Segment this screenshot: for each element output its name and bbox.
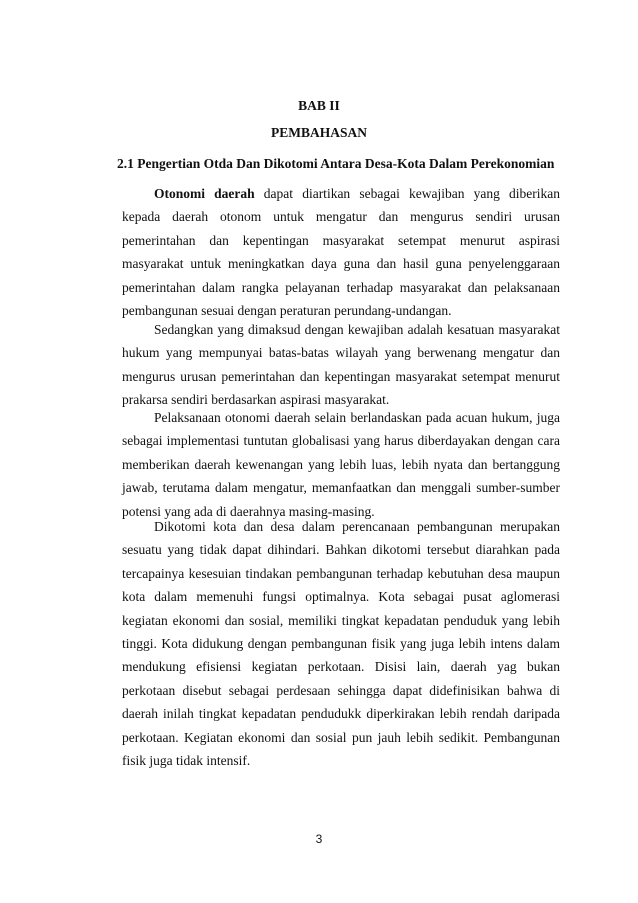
paragraph-pelaksanaan: Pelaksanaan otonomi daerah selain berlandaskan pada acuan hukum, juga sebagai implementasi tuntutan globalisasi yang harus diberdayakan dengan cara memberikan daerah kewenangan yang lebih luas, lebih nyata dan bertanggung jawab, terutama dalam mengatur, memanfaatkan dan menggali sumber-sumber potensi yang ada di daerahnya masing-masing. [122,410,560,519]
page-number: 3 [315,832,323,846]
paragraph-otonomi-daerah [122,182,560,322]
chapter-title: PEMBAHASAN [270,125,367,140]
bold-term-otonomi-daerah: Otonomi daerah [154,186,255,201]
section-heading: 2.1 Pengertian Otda Dan Dikotomi Antara Desa-Kota Dalam Perekonomian [117,156,555,171]
paragraph-kewajiban: Sedangkan yang dimaksud dengan kewajiban adalah kesatuan masyarakat hukum yang mempunyai batas-batas wilayah yang berwenang mengatur dan mengurus urusan pemerintahan dan kepentingan masyarakat setempat menurut prakarsa sendiri berdasarkan aspirasi masyarakat. [122,322,560,408]
paragraph-text: dapat diartikan sebagai kewajiban yang diberikan kepada daerah otonom untuk mengatur dan mengurus sendiri urusan pemerintahan dan kepentingan masyarakat setempat menurut aspirasi masyarakat untuk meningkatkan daya guna dan hasil guna penyelenggaraan pemerintahan dalam rangka pelayanan terhadap masyarakat dan pelaksanaan pembangunan sesuai dengan peraturan perundang-undangan. [122,186,560,319]
chapter-label: BAB II [298,98,340,113]
paragraph-dikotomi: Dikotomi kota dan desa dalam perencanaan pembangunan merupakan sesuatu yang tidak dapat dihindari. Bahkan dikotomi tersebut diarahkan pada tercapainya kesesuian tindakan pembangunan terhadap kebutuhan desa maupun kota dalam memenuhi fungsi optimalnya. Kota sebagai pusat aglomerasi kegiatan ekonomi dan sosial, memiliki tingkat kepadatan penduduk yang lebih tinggi. Kota didukung dengan pembangunan fisik yang juga lebih intens dalam mendukung efisiensi kegiatan perkotaan. Disisi lain, daerah yag bukan perkotaan disebut sebagai perdesaan sehingga dapat didefinisikan bahwa di daerah inilah tingkat kepadatan pendudukk diperkirakan lebih rendah daripada perkotaan. Kegiatan ekonomi dan sosial pun jauh lebih sedikit. Pembangunan fisik juga tidak intensif. [122,519,560,769]
